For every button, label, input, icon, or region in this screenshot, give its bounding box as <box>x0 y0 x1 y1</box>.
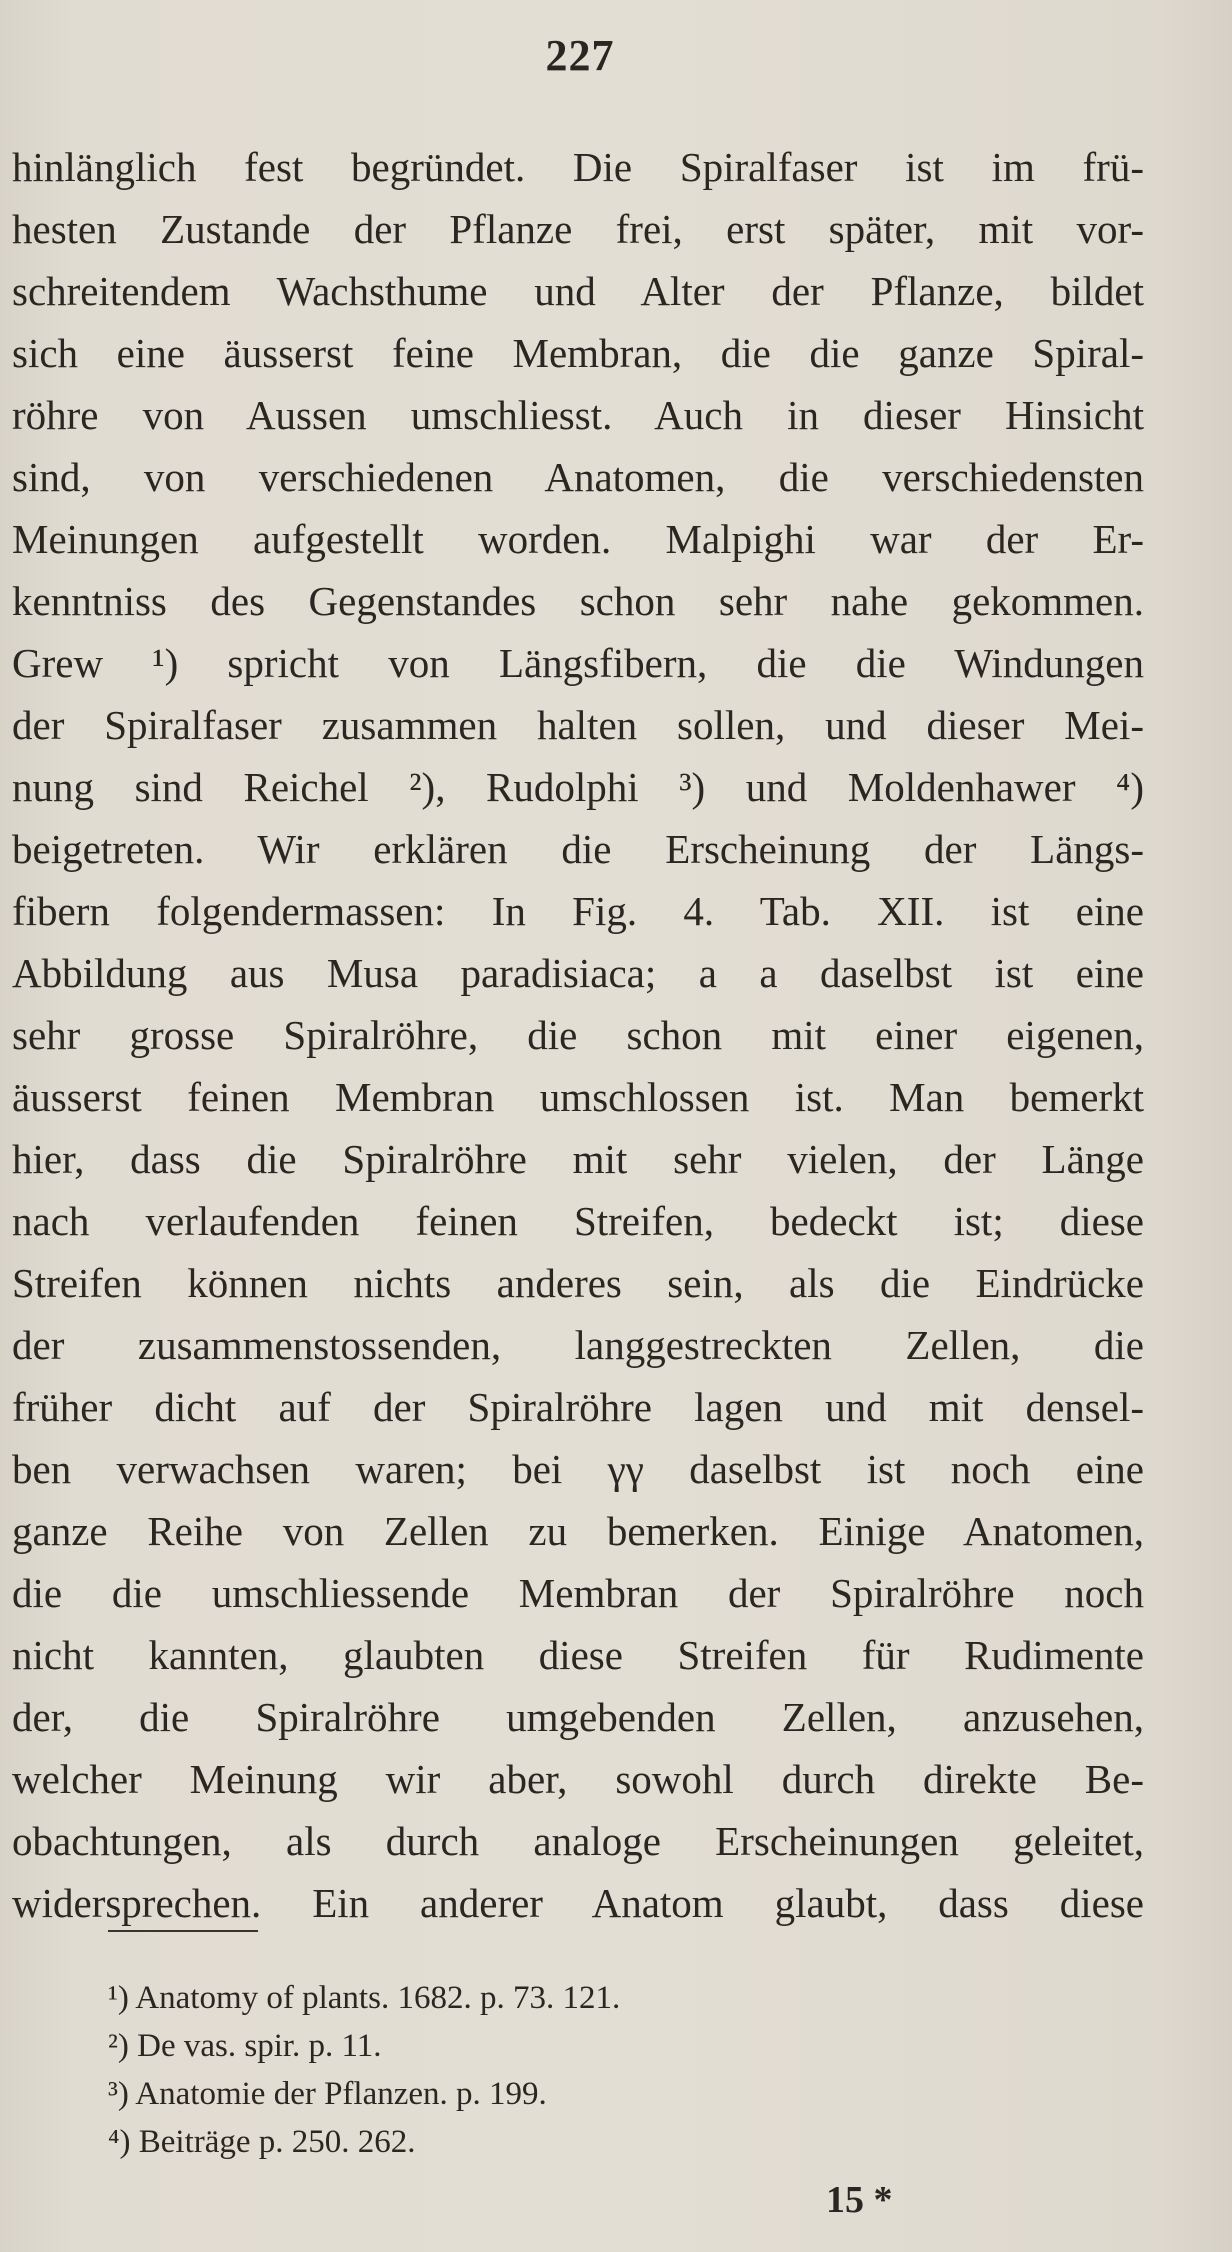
text-line: schreitendem Wachsthume und Alter der Pflanze, bildet <box>12 268 1144 314</box>
text-line: ganze Reihe von Zellen zu bemerken. Einige Anatomen, <box>12 1508 1144 1554</box>
text-line: hesten Zustande der Pflanze frei, erst später, mit vor- <box>12 206 1144 252</box>
text-line: widersprechen. Ein anderer Anatom glaubt, dass diese <box>12 1880 1144 1926</box>
text-line: beigetreten. Wir erklären die Erscheinung der Längs- <box>12 826 1144 872</box>
text-line: Grew ¹) spricht von Längsfibern, die die Windungen <box>12 640 1144 686</box>
signature-mark: 15 * <box>826 2179 893 2221</box>
text-line: hier, dass die Spiralröhre mit sehr vielen, der Länge <box>12 1136 1144 1182</box>
text-line: röhre von Aussen umschliesst. Auch in dieser Hinsicht <box>12 392 1144 438</box>
text-line: nach verlaufenden feinen Streifen, bedeckt ist; diese <box>12 1198 1144 1244</box>
text-line: der zusammenstossenden, langgestreckten Zellen, die <box>12 1322 1144 1368</box>
text-line: hinlänglich fest begründet. Die Spiralfaser ist im frü- <box>12 144 1144 190</box>
text-line: Streifen können nichts anderes sein, als die Eindrücke <box>12 1260 1144 1306</box>
text-line: sind, von verschiedenen Anatomen, die verschiedensten <box>12 454 1144 500</box>
footnote: ²) De vas. spir. p. 11. <box>108 2028 382 2064</box>
text-line: Meinungen aufgestellt worden. Malpighi war der Er- <box>12 516 1144 562</box>
text-line: sehr grosse Spiralröhre, die schon mit einer eigenen, <box>12 1012 1144 1058</box>
footnote: ¹) Anatomy of plants. 1682. p. 73. 121. <box>108 1980 621 2016</box>
text-line: welcher Meinung wir aber, sowohl durch direkte Be- <box>12 1756 1144 1802</box>
text-line: kenntniss des Gegenstandes schon sehr nahe gekommen. <box>12 578 1144 624</box>
text-line: der Spiralfaser zusammen halten sollen, und dieser Mei- <box>12 702 1144 748</box>
text-line: die die umschliessende Membran der Spiralröhre noch <box>12 1570 1144 1616</box>
text-line: fibern folgendermassen: In Fig. 4. Tab. XII. ist eine <box>12 888 1144 934</box>
text-line: obachtungen, als durch analoge Erscheinungen geleitet, <box>12 1818 1144 1864</box>
text-line: der, die Spiralröhre umgebenden Zellen, anzusehen, <box>12 1694 1144 1740</box>
footnote-divider <box>108 1930 258 1932</box>
text-line: nung sind Reichel ²), Rudolphi ³) und Moldenhawer ⁴) <box>12 764 1144 810</box>
text-line: äusserst feinen Membran umschlossen ist. Man bemerkt <box>12 1074 1144 1120</box>
footnote: ³) Anatomie der Pflanzen. p. 199. <box>108 2076 547 2112</box>
footnote: ⁴) Beiträge p. 250. 262. <box>108 2124 416 2160</box>
text-line: Abbildung aus Musa paradisiaca; a a daselbst ist eine <box>12 950 1144 996</box>
text-line: ben verwachsen waren; bei γγ daselbst ist noch eine <box>12 1446 1144 1492</box>
text-line: nicht kannten, glaubten diese Streifen für Rudimente <box>12 1632 1144 1678</box>
page-number: 227 <box>545 31 615 80</box>
text-line: früher dicht auf der Spiralröhre lagen und mit densel- <box>12 1384 1144 1430</box>
text-line: sich eine äusserst feine Membran, die die ganze Spiral- <box>12 330 1144 376</box>
